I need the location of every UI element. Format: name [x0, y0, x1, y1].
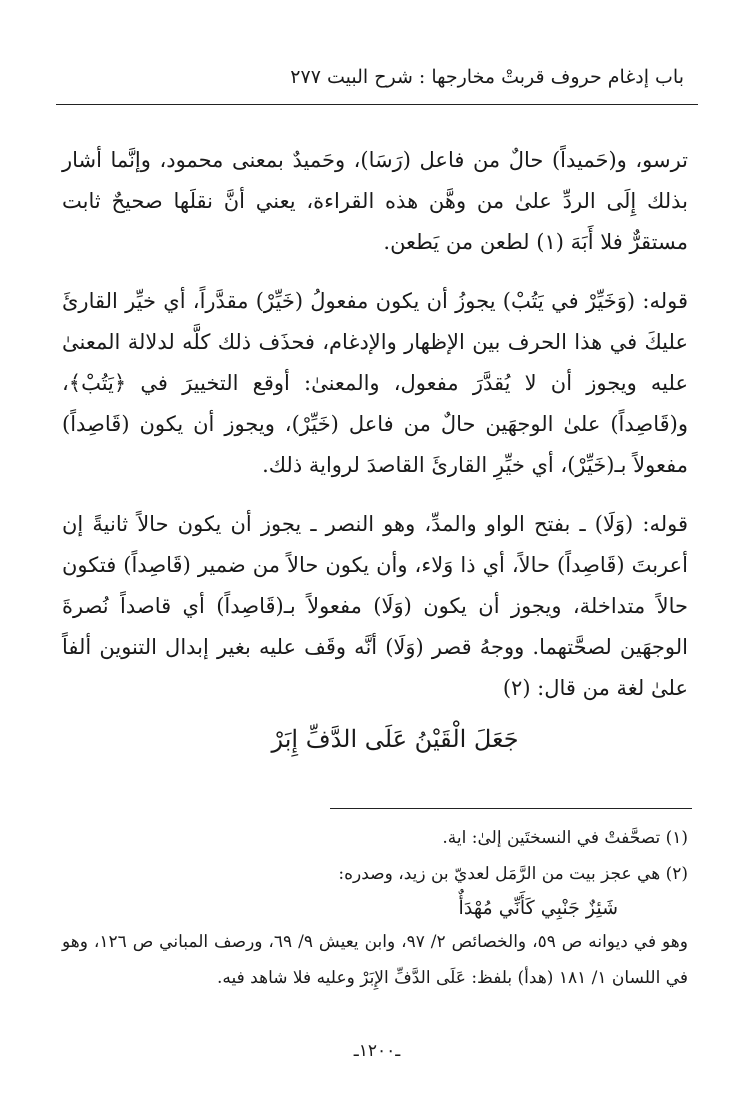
paragraph-2: قوله: (وَخَيِّرْ في يَتُبْ) يجوزُ أن يكون مفعولُ (خَيِّرْ) مقدَّراً، أي خيِّر القارئَ عليكَ في هذا الحرف بين الإظهار والإدغام، فحذَف ذلك كلَّه لدلالة المعنىٰ عليه ويجوز أن لا يُقدَّرَ مفعول، والمعنىٰ: أوقع التخييرَ في ﴿يَتُبْ﴾، و(قَاصِداً) علىٰ الوجهَين حالٌ من فاعل (خَيِّرْ)، ويجوز أن يكون (قَاصِداً) مفعولاً بـ(خَيِّرْ)، أي خيِّرِ القارئَ القاصدَ لرواية ذلك.	[62, 289, 688, 477]
paragraph-3: قوله: (وَلَا) ـ بفتح الواو والمدِّ، وهو النصر ـ يجوز أن يكون حالاً ثانيةً إن أعربتَ (قَاصِداً) حالاً، أي ذا وَلاء، وأن يكون حالاً من ضمير (قَاصِداً) فتكون حالاً متداخلة، ويجوز أن يكون (وَلَا) مفعولاً بـ(قَاصِداً) أي قاصداً نُصرةَ الوجهَين لصحَّتهما. ووجهُ قصر (وَلَا) أنَّه وقَف عليه بغير إبدال التنوين ألفاً علىٰ لغة من قال: (٢)	[62, 512, 688, 700]
main-text	[62, 140, 688, 761]
quoted-verse: جَعَلَ الْقَيْنُ عَلَى الدَّفِّ إِبَرْ	[271, 725, 519, 753]
footnote-2-references: وهو في ديوانه ص ٥٩، والخصائص ٢/ ٩٧، وابن يعيش ٩/ ٦٩، ورصف المباني ص ١٢٦، وهو في اللسان ١/ ١٨١ (هدأ) بلفظ: عَلَى الدَّفِّ الإِبَرْ وعليه فلا شاهد فيه.	[62, 932, 688, 988]
page-number: ـ١٢٠٠ـ	[353, 1041, 401, 1061]
footnote-2-verse: شَئِزٌ جَنْبِي كَأَنِّي مُهْدَأٌ	[458, 897, 618, 919]
footnote-2-intro: (٢) هي عجز بيت من الرَّمَل لعديّ بن زيد، وصدره:	[338, 864, 688, 884]
header-rule	[56, 104, 698, 105]
footnotes	[62, 820, 688, 996]
footnote-1: (١) تصحَّفتْ في النسختَين إلىٰ: اية.	[442, 828, 688, 848]
footnote-rule	[330, 808, 692, 809]
running-header: باب إدغام حروف قربتْ مخارجها : شرح البيت ٢٧٧	[290, 66, 684, 88]
paragraph-1: ترسو، و(حَميداً) حالٌ من فاعل (رَسَا)، وحَميدٌ بمعنى محمود، وإنَّما أشار بذلك إِلَى الردِّ علىٰ من وهَّن هذه القراءة، يعني أنَّ نقلَها صحيحٌ ثابت مستقرٌّ فلا أَبَهَ (١) لطعن من يَطعن.	[62, 148, 688, 254]
